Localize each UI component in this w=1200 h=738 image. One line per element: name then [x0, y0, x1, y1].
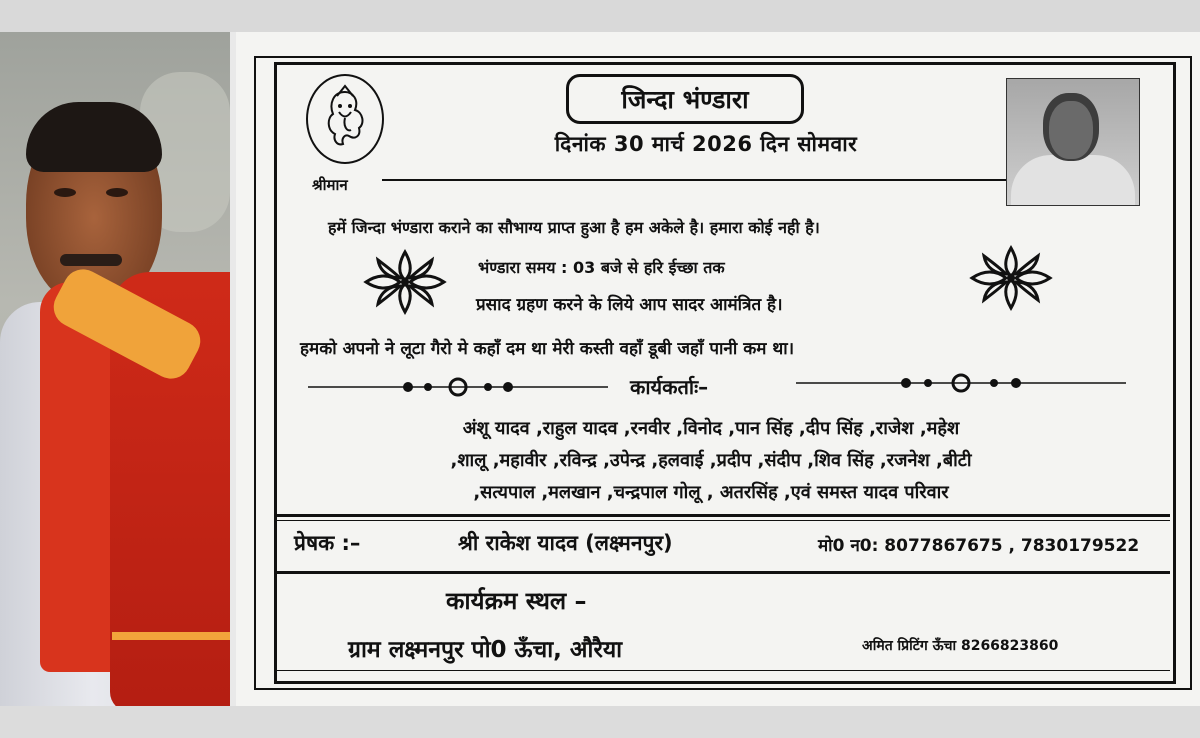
invite-line: प्रसाद ग्रहण करने के लिये आप सादर आमंत्रित है। [476, 295, 783, 315]
bottom-rule [274, 670, 1170, 671]
sender-label: प्रेषक :– [294, 531, 361, 555]
sender-name: श्री राकेश यादव (लक्ष्मनपुर) [458, 531, 673, 555]
bottom-background-strip [0, 706, 1200, 738]
salutation: श्रीमान [312, 176, 348, 194]
ganesha-emblem-icon [306, 74, 384, 164]
sender-section [274, 514, 1170, 574]
ornamental-divider-icon [796, 373, 1126, 393]
workers-line-1: अंशू यादव ,राहुल यादव ,रनवीर ,विनोद ,पान सिंह ,दीप सिंह ,राजेश ,महेश [462, 418, 960, 439]
time-line: भंण्डारा समय : 03 बजे से हरि ईच्छा तक [478, 258, 725, 277]
venue-address: ग्राम लक्ष्मनपुर पो0 ऊँचा, औरैया [348, 637, 623, 663]
name-fill-line [382, 179, 1006, 181]
ornamental-divider-icon [308, 377, 608, 397]
workers-line-3: ,सत्यपाल ,मलखान ,चन्द्रपाल गोलू , अतरसिंह ,एवं समस्त यादव परिवार [473, 482, 949, 503]
left-eye [54, 188, 76, 197]
card-title: जिन्दा भंण्डारा [566, 74, 804, 124]
workers-line-2: ,शालू ,महावीर ,रविन्द्र ,उपेन्द्र ,हलवाई ,प्रदीप ,संदीप ,शिव सिंह ,रजनेश ,बीटी [450, 450, 972, 471]
mustache [60, 254, 122, 266]
portrait-photo [1006, 78, 1140, 206]
intro-line: हमें जिन्दा भंण्डारा कराने का सौभाग्य प्राप्त हुआ है हम अकेले है। हमारा कोई नही है। [328, 218, 820, 237]
event-date: दिनांक 30 मार्च 2026 दिन सोमवार [554, 132, 858, 156]
man-hair [26, 102, 162, 172]
scarf-border-band [112, 632, 230, 640]
venue-label: कार्यक्रम स्थल – [446, 587, 587, 615]
workers-heading: कार्यकर्ताः– [630, 375, 709, 399]
sender-phone: मो0 न0: 8077867675 , 7830179522 [818, 536, 1140, 556]
couplet-line: हमको अपनो ने लूटा गैरो मे कहाँ दम था मेरी कस्ती वहाँ डूबी जहाँ पानी कम था। [300, 339, 795, 359]
invitation-card [236, 32, 1200, 706]
lotus-flower-icon [360, 246, 450, 318]
top-background-strip [0, 0, 1200, 32]
printer-credit: अमित प्रिटिंग ऊँचा 8266823860 [862, 638, 1059, 654]
man-photo [0, 32, 230, 706]
lotus-flower-icon [966, 242, 1056, 314]
right-eye [106, 188, 128, 197]
